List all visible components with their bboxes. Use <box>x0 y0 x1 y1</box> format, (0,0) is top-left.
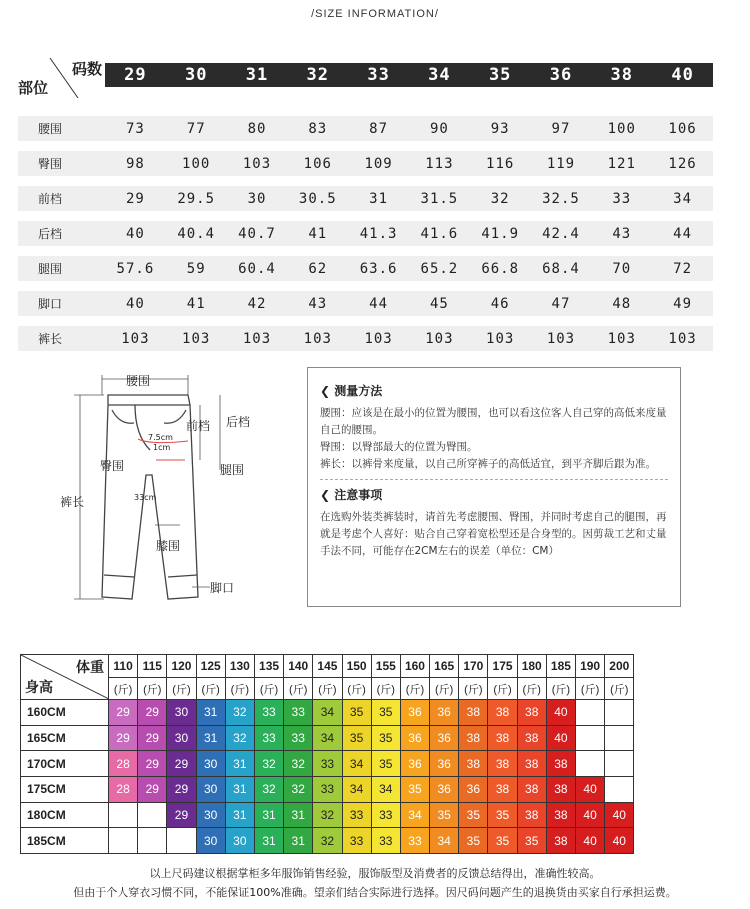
size-cell: 29 <box>167 777 196 803</box>
size-cell: 38 <box>459 700 488 726</box>
size-cell: 29 <box>138 751 167 777</box>
size-cell: 29 <box>167 751 196 777</box>
size-cell: 38 <box>546 802 575 828</box>
size-value: 40.7 <box>238 225 276 242</box>
method-waist: 腰围：应该是在最小的位置为腰围，也可以看这位客人自己穿的高低来度量自己的腰围。 <box>320 407 667 436</box>
size-cell: 29 <box>109 700 138 726</box>
notice-heading: ❮ 注意事项 <box>320 488 383 502</box>
weight-header: 145 <box>313 655 342 678</box>
size-cell: 35 <box>400 777 429 803</box>
size-cell: 35 <box>459 802 488 828</box>
size-value: 31.5 <box>420 190 459 207</box>
size-cell: 30 <box>196 828 225 854</box>
size-cell <box>605 751 634 777</box>
size-cell <box>605 700 634 726</box>
size-value: 59 <box>186 260 206 277</box>
size-value: 109 <box>364 155 393 172</box>
size-cell: 36 <box>430 700 459 726</box>
size-value: 30.5 <box>298 190 337 207</box>
size-value: 103 <box>364 330 393 347</box>
size-value: 121 <box>607 155 636 172</box>
weight-header: 140 <box>284 655 313 678</box>
size-value: 116 <box>486 155 515 172</box>
weight-unit: (斤) <box>400 678 429 700</box>
size-value: 103 <box>121 330 150 347</box>
size-cell: 33 <box>254 725 283 751</box>
size-value: 103 <box>242 155 272 172</box>
size-cell: 31 <box>225 751 254 777</box>
size-value: 41.6 <box>420 225 459 242</box>
size-value: 44 <box>369 295 389 312</box>
size-cell: 29 <box>109 725 138 751</box>
size-header-cell: 35 <box>488 65 512 85</box>
size-value: 41.9 <box>481 225 520 242</box>
size-value: 33 <box>612 190 632 207</box>
size-value: 42.4 <box>542 225 580 242</box>
size-cell: 35 <box>517 828 546 854</box>
size-cell: 32 <box>313 828 342 854</box>
size-value: 103 <box>242 330 272 347</box>
weight-unit: (斤) <box>488 678 517 700</box>
size-cell: 32 <box>284 777 313 803</box>
weight-header: 200 <box>605 655 634 678</box>
size-cell: 40 <box>546 725 575 751</box>
notice-text: 在选购外装类裤装时，请首先考虑腰围、臀围，并同时考虑自己的腿围，再就是考虑个人喜好：贴合自己穿着宽松型还是合身型的。因剪裁工艺和丈量手法不同，可能存在2CM左右的误差（单位：CM） <box>320 511 667 557</box>
size-cell: 32 <box>225 725 254 751</box>
size-cell: 38 <box>546 828 575 854</box>
weight-header: 185 <box>546 655 575 678</box>
size-cell: 31 <box>254 802 283 828</box>
weight-unit: (斤) <box>430 678 459 700</box>
size-cell: 30 <box>196 802 225 828</box>
size-cell: 30 <box>167 700 196 726</box>
height-label: 170CM <box>21 751 109 777</box>
size-cell: 29 <box>167 802 196 828</box>
size-cell: 34 <box>313 700 342 726</box>
label-hip: 臀围 <box>100 459 125 473</box>
divider <box>320 479 668 480</box>
size-cell: 30 <box>196 751 225 777</box>
label-hem: 脚口 <box>210 581 235 595</box>
size-cell: 38 <box>488 751 517 777</box>
note-line-2: 但由于个人穿衣习惯不同，不能保证100%准确。望亲们结合实际进行选择。因尺码问题产生的退换货由买家自行承担运费。 <box>73 886 677 899</box>
size-table-row <box>18 256 713 281</box>
size-value: 41 <box>186 295 206 312</box>
height-weight-grid <box>20 654 634 854</box>
size-cell: 35 <box>430 802 459 828</box>
size-cell: 33 <box>371 828 400 854</box>
size-cell: 29 <box>138 700 167 726</box>
size-value: 87 <box>369 120 389 137</box>
grid-weight-label: 体重 <box>76 659 104 675</box>
grid-corner <box>21 655 109 700</box>
size-value: 29 <box>125 190 145 207</box>
size-value: 44 <box>673 225 692 242</box>
size-value: 77 <box>186 120 206 137</box>
size-cell: 40 <box>576 828 605 854</box>
corner-size-label: 码数 <box>71 60 102 78</box>
size-value: 103 <box>546 330 576 347</box>
size-cell: 33 <box>342 802 371 828</box>
label-m3: 33cm <box>134 493 157 502</box>
size-value: 47 <box>551 295 571 312</box>
method-length: 裤长：以裤骨来度量，以自己所穿裤子的高低适宜，到平齐脚后跟为准。 <box>320 458 656 470</box>
weight-unit: (斤) <box>546 678 575 700</box>
size-value: 97 <box>551 120 571 137</box>
grid-row <box>21 802 634 828</box>
size-cell: 31 <box>196 700 225 726</box>
size-cell: 34 <box>342 751 371 777</box>
size-cell: 34 <box>371 777 400 803</box>
size-header-bar <box>105 63 713 87</box>
weight-header: 120 <box>167 655 196 678</box>
size-cell <box>605 777 634 803</box>
weight-header: 160 <box>400 655 429 678</box>
size-cell: 40 <box>605 802 634 828</box>
size-cell <box>138 802 167 828</box>
size-cell: 34 <box>430 828 459 854</box>
size-header-cell: 32 <box>306 65 330 85</box>
weight-header: 190 <box>576 655 605 678</box>
size-cell: 36 <box>400 725 429 751</box>
size-cell: 36 <box>430 777 459 803</box>
size-value: 45 <box>429 295 449 312</box>
size-value: 72 <box>673 260 692 277</box>
size-cell: 29 <box>138 777 167 803</box>
size-value: 49 <box>673 295 692 312</box>
size-header-cell: 34 <box>428 65 451 85</box>
size-cell: 36 <box>430 725 459 751</box>
height-label: 185CM <box>21 828 109 854</box>
corner-part-label: 部位 <box>18 79 49 97</box>
row-cells <box>105 261 713 277</box>
size-value: 40 <box>125 225 145 242</box>
size-cell: 33 <box>342 828 371 854</box>
size-cell: 31 <box>196 725 225 751</box>
grid-row <box>21 828 634 854</box>
weight-header: 135 <box>254 655 283 678</box>
weight-unit: (斤) <box>576 678 605 700</box>
size-value: 106 <box>303 155 332 172</box>
size-cell: 38 <box>517 725 546 751</box>
label-m1: 7.5cm <box>148 433 173 442</box>
size-value: 57.6 <box>116 260 155 277</box>
size-cell: 38 <box>517 751 546 777</box>
size-cell: 33 <box>254 700 283 726</box>
label-m2: 1cm <box>153 443 171 452</box>
row-cells <box>105 296 713 312</box>
size-table-row <box>18 186 713 211</box>
label-length: 裤长 <box>60 495 85 509</box>
label-back-rise: 后档 <box>226 415 251 429</box>
size-value: 30 <box>247 190 267 207</box>
size-value: 68.4 <box>542 260 580 277</box>
grid-row <box>21 725 634 751</box>
pants-diagram <box>60 365 270 610</box>
weight-unit: (斤) <box>254 678 283 700</box>
size-cell: 33 <box>284 725 313 751</box>
size-value: 41 <box>308 225 328 242</box>
size-cell: 38 <box>517 802 546 828</box>
height-label: 160CM <box>21 700 109 726</box>
weight-unit: (斤) <box>284 678 313 700</box>
size-header-cell: 30 <box>184 65 208 85</box>
size-cell: 35 <box>371 751 400 777</box>
size-value: 103 <box>607 330 636 347</box>
size-value: 103 <box>668 330 697 347</box>
size-cell: 35 <box>342 700 371 726</box>
size-table-corner <box>18 58 110 98</box>
size-cell: 40 <box>546 700 575 726</box>
size-header-cell: 29 <box>124 65 147 85</box>
height-label: 175CM <box>21 777 109 803</box>
size-cell: 33 <box>313 777 342 803</box>
size-value: 48 <box>612 295 632 312</box>
size-cell: 36 <box>400 700 429 726</box>
size-value: 103 <box>303 330 332 347</box>
size-cell: 28 <box>109 777 138 803</box>
size-cell: 30 <box>196 777 225 803</box>
size-cell: 31 <box>284 802 313 828</box>
weight-header: 110 <box>109 655 138 678</box>
size-value: 113 <box>425 155 454 172</box>
size-cell: 35 <box>459 828 488 854</box>
page-title: /SIZE INFORMATION/ <box>311 8 439 20</box>
size-value: 63.6 <box>359 260 398 277</box>
weight-unit: (斤) <box>167 678 196 700</box>
size-cell <box>138 828 167 854</box>
height-label: 165CM <box>21 725 109 751</box>
row-label: 腿围 <box>38 262 63 276</box>
size-value: 90 <box>429 120 449 137</box>
size-cell: 30 <box>167 725 196 751</box>
weight-unit: (斤) <box>196 678 225 700</box>
size-cell: 35 <box>488 802 517 828</box>
size-header-cell: 36 <box>549 65 573 85</box>
size-cell: 38 <box>488 725 517 751</box>
size-value: 60.4 <box>238 260 276 277</box>
size-cell: 32 <box>254 777 283 803</box>
height-label: 180CM <box>21 802 109 828</box>
weight-header: 130 <box>225 655 254 678</box>
row-cells <box>105 226 713 242</box>
size-cell: 35 <box>342 725 371 751</box>
size-cell: 31 <box>284 828 313 854</box>
size-cell: 33 <box>371 802 400 828</box>
size-value: 103 <box>425 330 454 347</box>
row-label: 腰围 <box>38 122 63 136</box>
size-header-cell: 38 <box>610 65 634 85</box>
size-value: 103 <box>182 330 211 347</box>
size-cell: 38 <box>459 751 488 777</box>
weight-unit: (斤) <box>342 678 371 700</box>
size-cell <box>605 725 634 751</box>
row-label: 裤长 <box>38 332 63 346</box>
size-value: 73 <box>125 120 145 137</box>
pants-outline-graphic <box>60 365 270 610</box>
size-cell: 34 <box>400 802 429 828</box>
size-cell: 32 <box>254 751 283 777</box>
size-cell: 33 <box>400 828 429 854</box>
weight-header: 150 <box>342 655 371 678</box>
label-knee: 膝围 <box>156 539 181 553</box>
size-cell: 28 <box>109 751 138 777</box>
size-value: 31 <box>369 190 389 207</box>
size-cell <box>576 725 605 751</box>
size-cell <box>576 751 605 777</box>
grid-row <box>21 751 634 777</box>
row-cells <box>105 191 713 207</box>
size-value: 93 <box>490 120 510 137</box>
row-label: 前档 <box>38 192 63 206</box>
size-cell: 38 <box>488 700 517 726</box>
size-value: 100 <box>182 155 211 172</box>
grid-row <box>21 777 634 803</box>
row-label: 脚口 <box>38 297 63 311</box>
size-table-row <box>18 291 713 316</box>
size-cell <box>576 700 605 726</box>
size-cell: 38 <box>546 751 575 777</box>
row-label: 后档 <box>38 227 63 241</box>
size-cell: 40 <box>576 802 605 828</box>
size-value: 43 <box>612 225 632 242</box>
size-cell: 38 <box>459 725 488 751</box>
size-cell: 40 <box>605 828 634 854</box>
size-value: 29.5 <box>177 190 216 207</box>
note-line-1: 以上尺码建议根据掌柜多年服饰销售经验，服饰版型及消费者的反馈总结得出，准确性较高。 <box>149 867 601 880</box>
size-value: 66.8 <box>481 260 520 277</box>
grid-row <box>21 700 634 726</box>
measurement-info-box <box>307 367 681 607</box>
size-cell: 31 <box>254 828 283 854</box>
method-hip: 臀围：以臀部最大的位置为臀围。 <box>320 441 478 453</box>
size-header-cell: 31 <box>245 65 269 85</box>
method-heading: ❮ 测量方法 <box>320 384 383 398</box>
size-cell: 33 <box>313 751 342 777</box>
size-value: 80 <box>247 120 267 137</box>
size-cell: 35 <box>371 700 400 726</box>
weight-unit: (斤) <box>459 678 488 700</box>
size-cell: 32 <box>284 751 313 777</box>
size-header-cell: 40 <box>671 65 694 85</box>
chevron-left-icon: ❮ <box>320 488 335 502</box>
label-thigh: 腿围 <box>220 463 245 477</box>
size-header-cell: 33 <box>367 65 390 85</box>
size-cell: 35 <box>488 828 517 854</box>
size-value: 126 <box>668 155 697 172</box>
size-table-row <box>18 116 713 141</box>
weight-unit: (斤) <box>605 678 634 700</box>
size-cell: 32 <box>313 802 342 828</box>
size-cell: 38 <box>488 777 517 803</box>
size-cell: 36 <box>430 751 459 777</box>
size-value: 62 <box>308 260 328 277</box>
chevron-left-icon: ❮ <box>320 384 335 398</box>
label-waist: 腰围 <box>126 374 151 388</box>
grid-height-label: 身高 <box>25 679 53 695</box>
size-value: 42 <box>247 295 267 312</box>
weight-header: 165 <box>430 655 459 678</box>
size-cell: 36 <box>400 751 429 777</box>
weight-unit: (斤) <box>371 678 400 700</box>
size-table-row <box>18 221 713 246</box>
size-value: 46 <box>490 295 510 312</box>
weight-header: 115 <box>138 655 167 678</box>
weight-unit: (斤) <box>517 678 546 700</box>
weight-header: 180 <box>517 655 546 678</box>
row-cells <box>105 121 713 137</box>
size-cell: 32 <box>225 700 254 726</box>
size-value: 34 <box>673 190 692 207</box>
weight-unit: (斤) <box>109 678 138 700</box>
size-cell: 29 <box>138 725 167 751</box>
label-front-rise: 前档 <box>186 419 211 433</box>
size-cell: 40 <box>576 777 605 803</box>
weight-header: 170 <box>459 655 488 678</box>
size-table-row <box>18 151 713 176</box>
size-cell: 31 <box>225 777 254 803</box>
size-cell: 31 <box>225 802 254 828</box>
size-cell: 30 <box>225 828 254 854</box>
weight-unit: (斤) <box>313 678 342 700</box>
weight-header: 175 <box>488 655 517 678</box>
size-value: 98 <box>125 155 145 172</box>
size-cell: 33 <box>284 700 313 726</box>
size-cell: 38 <box>546 777 575 803</box>
size-value: 32.5 <box>542 190 580 207</box>
size-value: 103 <box>486 330 515 347</box>
size-cell <box>109 802 138 828</box>
size-cell: 38 <box>517 777 546 803</box>
size-value: 83 <box>308 120 328 137</box>
size-table-row <box>18 326 713 351</box>
size-value: 32 <box>490 190 510 207</box>
size-cell: 35 <box>371 725 400 751</box>
size-cell: 34 <box>342 777 371 803</box>
size-value: 40 <box>125 295 145 312</box>
size-cell <box>167 828 196 854</box>
row-cells <box>105 156 713 172</box>
size-value: 106 <box>668 120 697 137</box>
size-value: 119 <box>546 155 576 172</box>
size-cell: 38 <box>517 700 546 726</box>
size-value: 100 <box>607 120 636 137</box>
size-cell <box>109 828 138 854</box>
row-cells <box>105 331 713 347</box>
size-value: 40.4 <box>177 225 216 242</box>
size-cell: 34 <box>313 725 342 751</box>
weight-header: 125 <box>196 655 225 678</box>
size-value: 65.2 <box>420 260 459 277</box>
weight-unit: (斤) <box>138 678 167 700</box>
size-cell: 36 <box>459 777 488 803</box>
size-value: 43 <box>308 295 328 312</box>
weight-unit: (斤) <box>225 678 254 700</box>
size-value: 70 <box>612 260 632 277</box>
weight-header: 155 <box>371 655 400 678</box>
row-label: 臀围 <box>38 157 63 171</box>
size-value: 41.3 <box>359 225 398 242</box>
